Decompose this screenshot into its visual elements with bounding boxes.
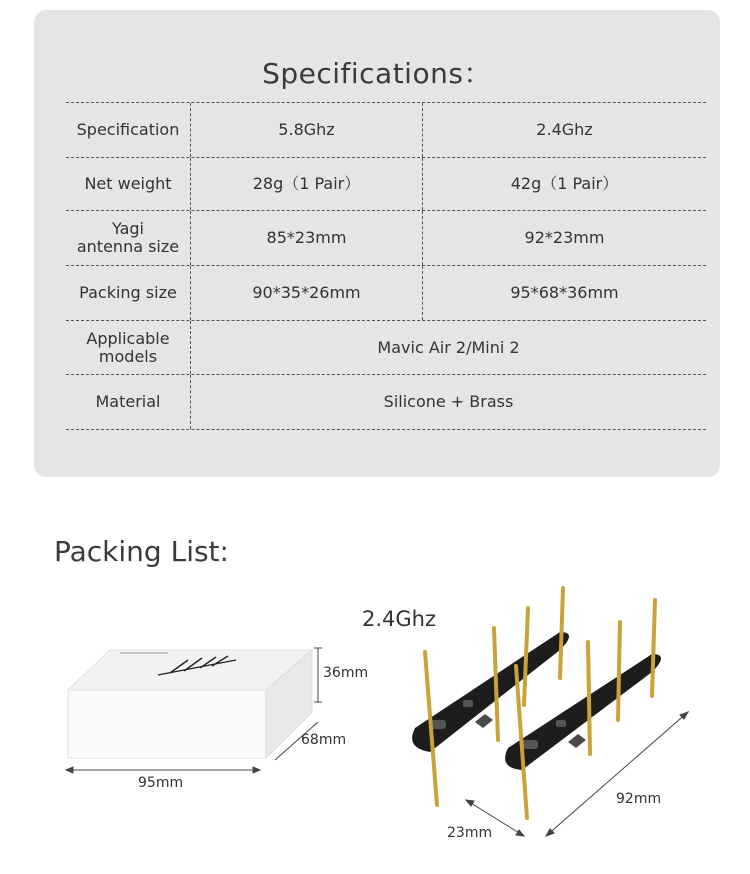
cell-material: Silicone + Brass (383, 392, 514, 412)
cell-5-8ghz: 90*35*26mm (191, 266, 423, 320)
row-label-line1: Yagi (112, 219, 144, 239)
specifications-title: Specifications： (262, 57, 492, 90)
yagi-antenna-image (412, 588, 661, 818)
box-height-label: 36mm (323, 665, 369, 681)
cell-5-8ghz: 5.8Ghz (191, 103, 423, 157)
cell-2-4ghz: 95*68*36mm (510, 283, 619, 303)
row-label: Net weight (66, 158, 191, 210)
row-label: Specification (66, 103, 191, 157)
antenna-length-label: 92mm (616, 791, 662, 807)
row-label-line1: Applicable (86, 328, 170, 348)
cell-2-4ghz: 2.4Ghz (536, 120, 593, 140)
cell-5-8ghz: 85*23mm (191, 211, 423, 265)
cell-2-4ghz: 92*23mm (524, 228, 605, 248)
row-label-line2: models (98, 346, 158, 366)
packing-box-image (68, 650, 312, 758)
frequency-label: 2.4Ghz (362, 607, 437, 631)
antenna-left (412, 588, 569, 805)
cell-5-8ghz: 28g（1 Pair） (191, 158, 423, 210)
row-label-line2: antenna size (76, 237, 180, 256)
antenna-width-label: 23mm (447, 825, 493, 841)
packing-list-title: Packing List: (54, 535, 229, 568)
cell-models: Mavic Air 2/Mini 2 (377, 337, 520, 357)
box-depth-label: 68mm (301, 732, 347, 748)
row-label: Material (66, 375, 191, 429)
cell-2-4ghz: 42g（1 Pair） (510, 174, 619, 194)
row-label: Packing size (66, 266, 191, 320)
box-width-label: 95mm (138, 775, 184, 791)
